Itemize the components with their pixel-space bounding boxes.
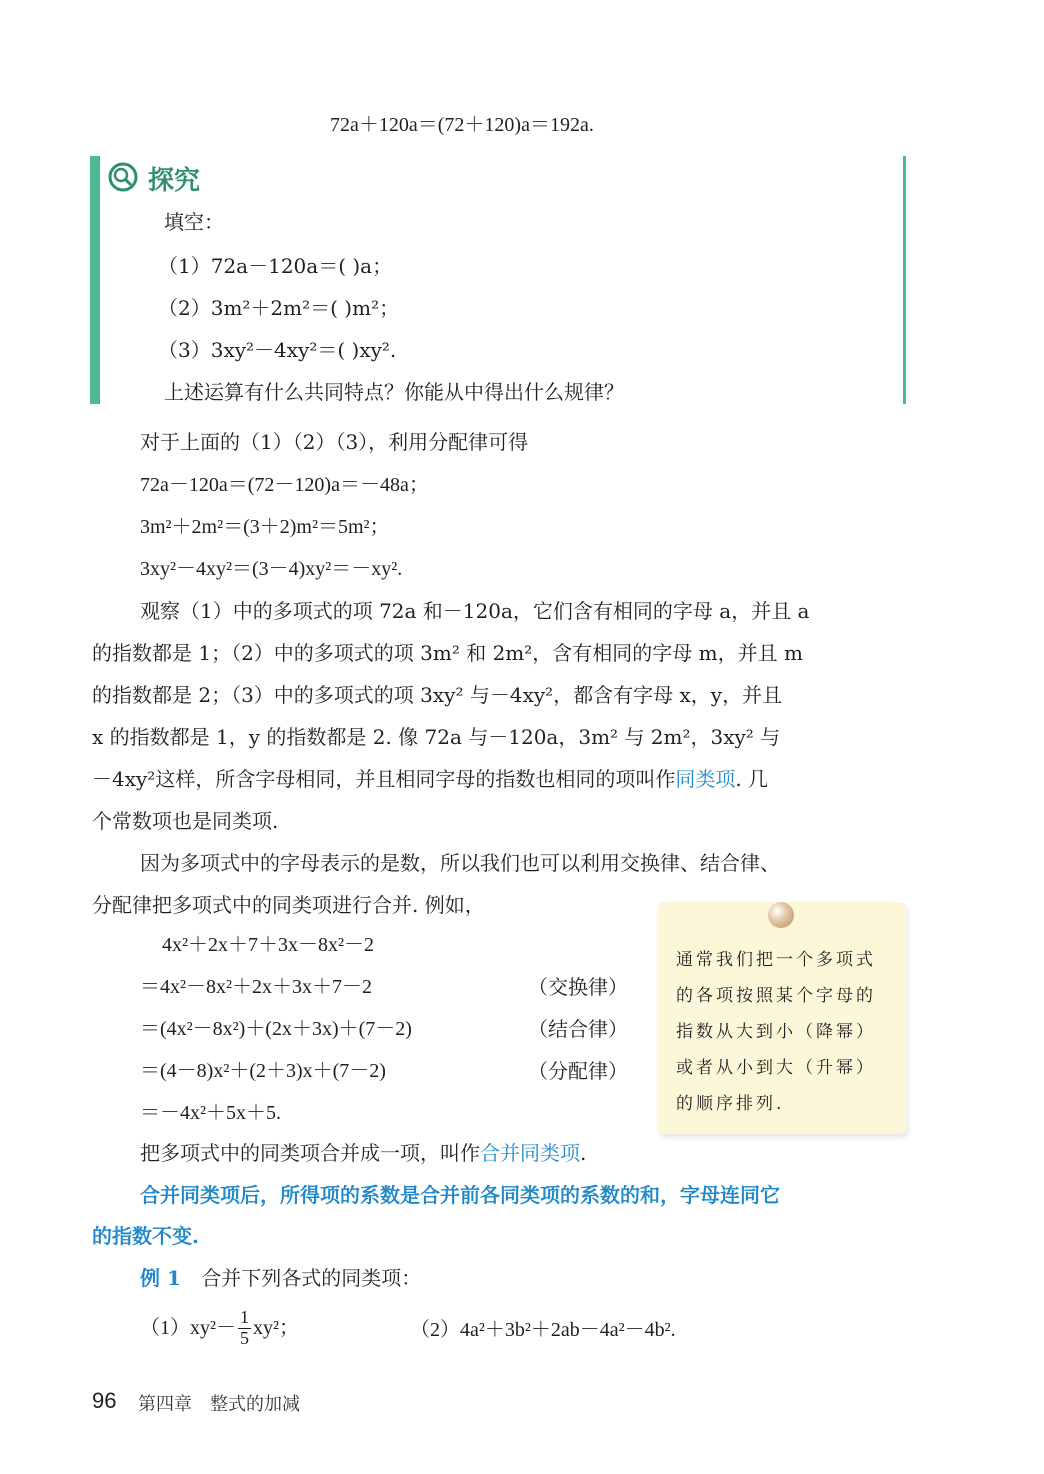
explore-section [90, 156, 906, 404]
paragraph1-line-5-tail: . 几 [735, 767, 769, 791]
explore-right-bar [903, 156, 906, 404]
derivation-line-2: ＝4x²－8x²＋2x＋3x＋7－2 [140, 976, 372, 998]
explore-icon [108, 162, 138, 192]
solution-line-2: 3m²＋2m²＝(3＋2)m²＝5m²； [140, 516, 390, 538]
side-note-text: 通常我们把一个多项式的各项按照某个字母的指数从大到小（降幂）或者从小到大（升幂）的顺序排列. [676, 950, 876, 1114]
explore-line-1: 填空： [164, 210, 224, 234]
solution-line-3: 3xy²－4xy²＝(3－4)xy²＝－xy². [140, 558, 403, 580]
derivation-line-1: 4x²＋2x＋7＋3x－8x²－2 [162, 934, 374, 956]
derivation-line-4: ＝(4－8)x²＋(2＋3)x＋(7－2) [140, 1060, 386, 1082]
paragraph1-line-6: 个常数项也是同类项. [92, 809, 279, 833]
define-combine [140, 1143, 586, 1163]
example-item-2: （2）4a²＋3b²＋2ab－4a²－4b². [410, 1319, 676, 1341]
side-note [658, 902, 906, 1134]
paragraph1-line-4: x 的指数都是 1，y 的指数都是 2. 像 72a 与－120a，3m² 与 2m²，3xy² 与 [92, 725, 781, 749]
solution-intro: 对于上面的（1）（2）（3），利用分配律可得 [140, 430, 529, 454]
explore-line-2: （1）72a－120a＝( )a； [158, 254, 393, 278]
example-label: 例 1 [140, 1266, 181, 1290]
explore-line-4: （3）3xy²－4xy²＝( )xy². [158, 338, 397, 362]
fraction [238, 1308, 251, 1349]
pushpin-icon [768, 902, 794, 928]
top-equation: 72a＋120a＝(72＋120)a＝192a. [330, 114, 594, 136]
chapter-title: 第四章 整式的加减 [138, 1394, 300, 1415]
derivation-line-3: ＝(4x²－8x²)＋(2x＋3x)＋(7－2) [140, 1018, 412, 1040]
paragraph1-line-3: 的指数都是 2；（3）中的多项式的项 3xy² 与－4xy²，都含有字母 x，y，并且 [92, 683, 783, 707]
explore-title: 探究 [148, 166, 201, 196]
example-item-1 [140, 1308, 299, 1349]
paragraph1-line-2: 的指数都是 1；（2）中的多项式的项 3m² 和 2m²，含有相同的字母 m，并且 m [92, 641, 803, 665]
example-heading [140, 1268, 421, 1288]
define-combine-before: 把多项式中的同类项合并成一项，叫作 [140, 1141, 480, 1165]
paragraph2-line-1: 因为多项式中的字母表示的是数，所以我们也可以利用交换律、结合律、 [140, 851, 780, 875]
example-item-1-suffix: xy²； [253, 1317, 299, 1340]
page-number: 96 [92, 1388, 117, 1413]
rule-line-1: 合并同类项后，所得项的系数是合并前各同类项的系数的和，字母连同它 [140, 1183, 780, 1207]
explore-line-3: （2）3m²＋2m²＝( )m²； [158, 296, 400, 320]
like-terms-term: 同类项 [675, 767, 736, 791]
paragraph1-line-5-text: －4xy²这样，所含字母相同，并且相同字母的指数也相同的项叫作 [92, 767, 676, 791]
example-item-1-prefix: （1）xy²－ [140, 1317, 236, 1340]
example-text: 合并下列各式的同类项： [201, 1266, 422, 1290]
define-combine-after: . [580, 1141, 587, 1165]
solution-line-1: 72a－120a＝(72－120)a＝－48a； [140, 474, 429, 496]
derivation-law-2: （交换律） [528, 975, 628, 999]
derivation-law-4: （分配律） [528, 1059, 628, 1083]
rule-line-2: 的指数不变. [92, 1224, 199, 1248]
paragraph1-line-1: 观察（1）中的多项式的项 72a 和－120a，它们含有相同的字母 a，并且 a [140, 599, 810, 623]
derivation-line-5: ＝－4x²＋5x＋5. [140, 1102, 281, 1124]
combine-like-terms-term: 合并同类项 [480, 1141, 580, 1165]
paragraph1-line-5 [92, 769, 768, 789]
fraction-numerator: 1 [240, 1307, 249, 1327]
derivation-law-3: （结合律） [528, 1017, 628, 1041]
explore-line-5: 上述运算有什么共同特点？你能从中得出什么规律？ [164, 380, 624, 404]
explore-left-bar [90, 156, 100, 404]
fraction-denominator: 5 [240, 1327, 249, 1348]
paragraph2-line-2: 分配律把多项式中的同类项进行合并. 例如， [92, 893, 485, 917]
